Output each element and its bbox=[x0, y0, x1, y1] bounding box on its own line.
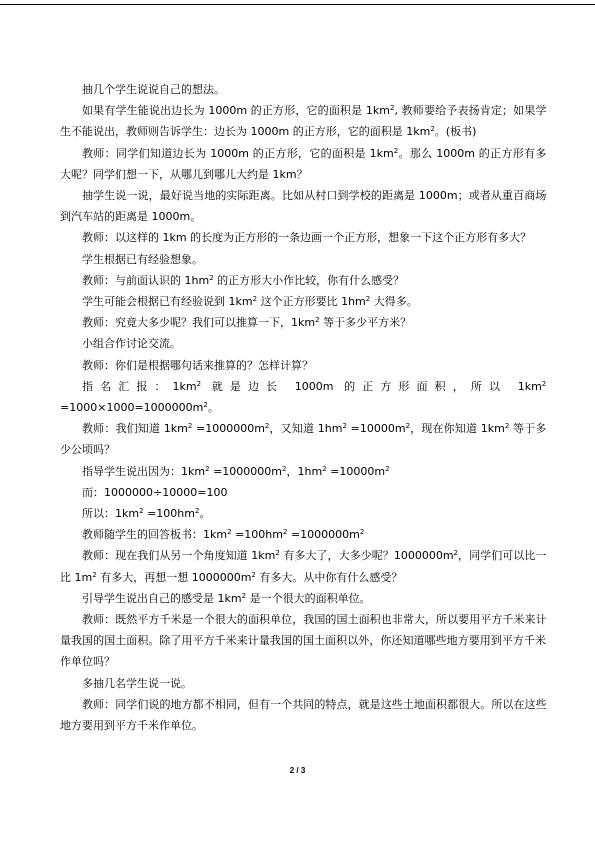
paragraph: 多抽几名学生说一说。 bbox=[82, 676, 192, 690]
paragraph: 如果有学生能说出边长为 1000m 的正方形，它的面积是 $1km^2$, 教师要给予表扬肯定；如果学生不能说出，教师则告诉学生：边长为 1000m 的正方形，它的面积是 $1km^2$。(板书) bbox=[60, 104, 547, 139]
paragraph: 教师：究竟大多少呢？我们可以推算一下，$1km^2$ 等于多少平方米？ bbox=[82, 316, 412, 330]
paragraph: 教师：同学们说的地方都不相同，但有一个共同的特点，就是这些土地面积都很大。所以在这些地方要用到平方千米作单位。 bbox=[60, 697, 547, 733]
paragraph: 教师：你们是根据哪句话来推算的？怎样计算？ bbox=[82, 358, 313, 372]
paragraph: 教师：以这样的 1km 的长度为正方形的一条边画一个正方形，想象一下这个正方形有多大？ bbox=[82, 231, 532, 245]
paragraph: 学生可能会根据已有经验说到 $1km^2$ 这个正方形要比 $1hm^2$ 大得多。 bbox=[82, 295, 418, 309]
paragraph: 而：1000000÷10000=100 bbox=[82, 485, 228, 499]
paragraph: 教师：与前面认识的 $1hm^2$ 的正方形大小作比较，你有什么感受？ bbox=[82, 273, 405, 287]
paragraph: 所以：$1km^2 =100hm^2$。 bbox=[82, 507, 211, 521]
paragraph: 抽学生说一说，最好说当地的实际距离。比如从村口到学校的距离是 1000m；或者从重百商场到汽车站的距离是 1000m。 bbox=[60, 189, 547, 224]
paragraph: 教师随学生的回答板书：$1km^2 =100hm^2 =1000000m^2$ bbox=[82, 528, 365, 542]
paragraph: 抽几个学生说说自己的想法。 bbox=[82, 83, 225, 96]
paragraph: 指名汇报：$1km^2$ 就是边长 1000m 的正方形面积，所以 $1km^2 =1000\times 1000=1000000m^2$。 bbox=[60, 379, 547, 415]
paragraph: 指导学生说出因为：$1km^2 =1000000m^2$，$1hm^2 =10000m^2$ bbox=[82, 464, 390, 478]
paragraph: 教师：我们知道 $1km^2 =1000000m^2$，又知道 $1hm^2 =10000m^2$，现在你知道 $1km^2$ 等于多少公顷吗？ bbox=[60, 422, 547, 457]
document-body bbox=[60, 79, 546, 736]
page-number: 2 / 3 bbox=[289, 766, 306, 775]
paragraph: 小组合作讨论交流。 bbox=[82, 337, 181, 351]
paragraph: 学生根据已有经验想象。 bbox=[82, 252, 203, 266]
paragraph: 教师：现在我们从另一个角度知道 $1km^2$ 有多大了，大多少呢？$1000000m^2$，同学们可以比一比 $1m^2$ 有多大，再想一想 $1000000m^2$ 有多大。从中你有什么感受？ bbox=[60, 549, 547, 584]
paragraph: 教师：同学们知道边长为 1000m 的正方形，它的面积是 $1km^2$。那么 1000m 的正方形有多大呢？同学们想一下，从哪儿到哪儿大约是 1km？ bbox=[60, 146, 547, 181]
paragraph: 引导学生说出自己的感受是 $1km^2$ 是一个很大的面积单位。 bbox=[82, 591, 371, 605]
paragraph: 教师：既然平方千米是一个很大的面积单位，我国的国土面积也非常大，所以要用平方千米来计量我国的国土面积。除了用平方千米来计量我国的国土面积以外，你还知道哪些地方要用到平方千米作单位吗？ bbox=[60, 613, 547, 669]
header-rule bbox=[0, 4, 595, 5]
